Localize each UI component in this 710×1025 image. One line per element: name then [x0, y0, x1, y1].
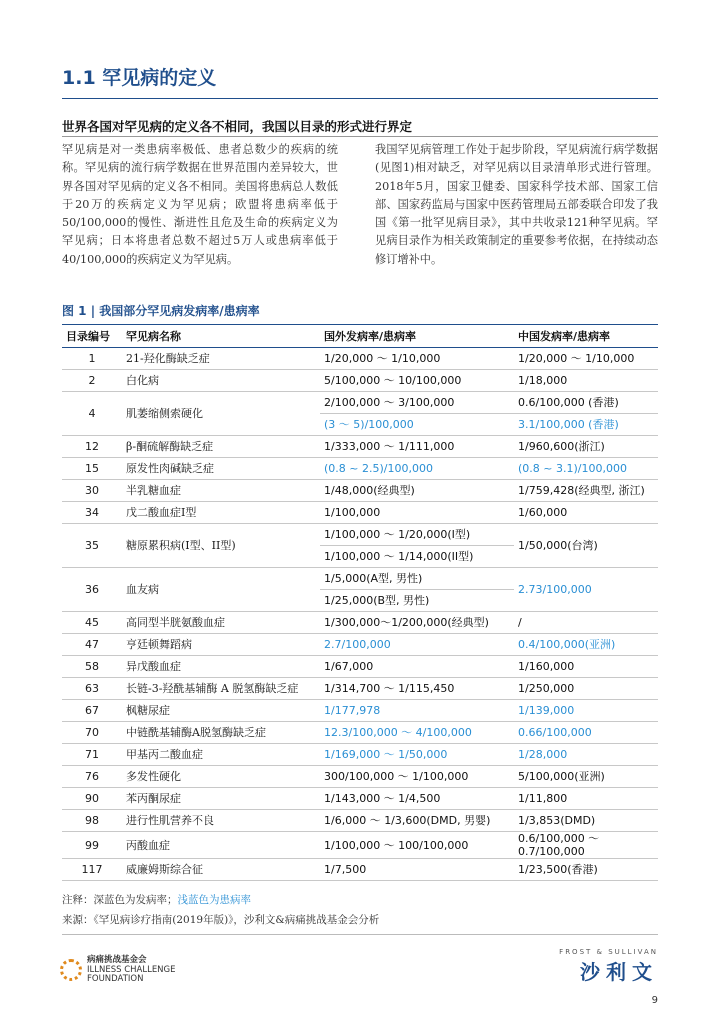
- cell-cn: 1/20,000 ～ 1/10,000: [514, 348, 658, 370]
- partner-cn: 沙利文: [580, 960, 658, 984]
- cell-cn: 1/28,000: [514, 744, 658, 766]
- cell-name: 异戊酸血症: [122, 656, 320, 678]
- page-number: 9: [651, 995, 658, 1006]
- table-row: [62, 612, 658, 634]
- cell-cn: 0.6/100,000 ～ 0.7/100,000: [514, 832, 658, 859]
- cell-name: β-酮硫解酶缺乏症: [122, 436, 320, 458]
- cell-num: 36: [62, 568, 122, 612]
- cell-name: 多发性硬化: [122, 766, 320, 788]
- cell-cn: 1/23,500(香港): [514, 859, 658, 881]
- cell-intl: 1/169,000 ～ 1/50,000: [320, 744, 514, 766]
- cell-cn: 1/11,800: [514, 788, 658, 810]
- cell-num: 76: [62, 766, 122, 788]
- cell-cn: 1/160,000: [514, 656, 658, 678]
- subheading-rule: [62, 136, 658, 137]
- source-line: 来源：《罕见病诊疗指南(2019年版)》，沙利文&病痛挑战基金会分析: [62, 914, 380, 926]
- table-row: [62, 859, 658, 881]
- table-row: [62, 436, 658, 458]
- note-line: [62, 892, 251, 907]
- cell-num: 12: [62, 436, 122, 458]
- incidence-table: [62, 324, 658, 881]
- note-light: 浅蓝色为患病率: [177, 894, 251, 906]
- cell-intl: 2/100,000 ～ 3/100,000: [320, 392, 514, 414]
- cell-num: 117: [62, 859, 122, 881]
- cell-cn: (0.8 ~ 3.1)/100,000: [514, 458, 658, 480]
- cell-name: 高同型半胱氨酸血症: [122, 612, 320, 634]
- cell-num: 34: [62, 502, 122, 524]
- cell-cn: /: [514, 612, 658, 634]
- table-row: [62, 502, 658, 524]
- cell-intl: 1/177,978: [320, 700, 514, 722]
- note-dark: 深蓝色为发病率；: [93, 894, 178, 906]
- cell-name: 21-羟化酶缺乏症: [122, 348, 320, 370]
- cell-num: 1: [62, 348, 122, 370]
- cell-intl: 1/100,000 ～ 1/14,000(II型): [320, 546, 514, 568]
- table-row: [62, 568, 658, 590]
- cell-name: 亨廷顿舞蹈病: [122, 634, 320, 656]
- cell-intl: 1/7,500: [320, 859, 514, 881]
- cell-cn: 0.4/100,000(亚洲): [514, 634, 658, 656]
- cell-intl: 1/143,000 ～ 1/4,500: [320, 788, 514, 810]
- cell-cn: 1/18,000: [514, 370, 658, 392]
- cell-cn: 0.6/100,000 (香港): [514, 392, 658, 414]
- cell-cn: 1/759,428(经典型, 浙江): [514, 480, 658, 502]
- cell-num: 47: [62, 634, 122, 656]
- table-row: [62, 766, 658, 788]
- header-num: 目录编号: [62, 325, 122, 348]
- cell-num: 45: [62, 612, 122, 634]
- cell-intl: 1/300,000～1/200,000(经典型): [320, 612, 514, 634]
- cell-name: 中链酰基辅酶A脱氢酶缺乏症: [122, 722, 320, 744]
- table-row: [62, 678, 658, 700]
- table-row: [62, 722, 658, 744]
- cell-num: 15: [62, 458, 122, 480]
- table-row: [62, 700, 658, 722]
- table-row: [62, 392, 658, 414]
- cell-num: 70: [62, 722, 122, 744]
- cell-name: 肌萎缩侧索硬化: [122, 392, 320, 436]
- cell-name: 戊二酸血症I型: [122, 502, 320, 524]
- cell-num: 98: [62, 810, 122, 832]
- cell-intl: 12.3/100,000 ～ 4/100,000: [320, 722, 514, 744]
- cell-name: 威廉姆斯综合征: [122, 859, 320, 881]
- cell-intl: 1/314,700 ～ 1/115,450: [320, 678, 514, 700]
- cell-cn: 3.1/100,000 (香港): [514, 414, 658, 436]
- cell-intl: 1/25,000(B型, 男性): [320, 590, 514, 612]
- cell-name: 白化病: [122, 370, 320, 392]
- frost-sullivan-logo: [559, 948, 658, 985]
- cell-name: 苯丙酮尿症: [122, 788, 320, 810]
- footer-rule: [62, 934, 658, 935]
- cell-cn: 5/100,000(亚洲): [514, 766, 658, 788]
- cell-cn: 2.73/100,000: [514, 568, 658, 612]
- cell-intl: 1/67,000: [320, 656, 514, 678]
- table-row: [62, 832, 658, 859]
- org-cn: 病痛挑战基金会: [87, 955, 147, 965]
- cell-intl: (3 ～ 5)/100,000: [320, 414, 514, 436]
- cell-name: 长链-3-羟酰基辅酶 A 脱氢酶缺乏症: [122, 678, 320, 700]
- cell-cn: 1/250,000: [514, 678, 658, 700]
- cell-name: 血友病: [122, 568, 320, 612]
- cell-cn: 1/960,600(浙江): [514, 436, 658, 458]
- title-rule: [62, 98, 658, 99]
- table-row: [62, 524, 658, 546]
- table-row: [62, 656, 658, 678]
- cell-num: 99: [62, 832, 122, 859]
- partner-en: FROST & SULLIVAN: [559, 948, 658, 956]
- left-paragraph: 罕见病是对一类患病率极低、患者总数少的疾病的统称。罕见病的流行病学数据在世界范围内差异较大，世界各国对罕见病的定义各不相同。美国将患病总人数低于20万的疾病定义为罕见病；欧盟将患病率低于50/100,000的慢性、渐进性且危及生命的疾病定义为罕见病；日本将患者总数不超过5万人或患病率低于40/100,000的疾病定义为罕见病。: [62, 143, 338, 266]
- header-intl: 国外发病率/患病率: [320, 325, 514, 348]
- cell-intl: (0.8 ~ 2.5)/100,000: [320, 458, 514, 480]
- cell-name: 进行性肌营养不良: [122, 810, 320, 832]
- cell-intl: 1/100,000: [320, 502, 514, 524]
- cell-intl: 1/20,000 ～ 1/10,000: [320, 348, 514, 370]
- section-title: 1.1 罕见病的定义: [62, 67, 217, 89]
- cell-name: 丙酸血症: [122, 832, 320, 859]
- note-label: 注释：: [62, 894, 94, 906]
- cell-cn: 1/3,853(DMD): [514, 810, 658, 832]
- table-body: [62, 348, 658, 881]
- cell-num: 30: [62, 480, 122, 502]
- header-name: 罕见病名称: [122, 325, 320, 348]
- right-paragraph: 我国罕见病管理工作处于起步阶段，罕见病流行病学数据(见图1)相对缺乏，对罕见病以目录清单形式进行管理。2018年5月，国家卫健委、国家科学技术部、国家工信部、国家药监局与国家中医药管理局五部委联合印发了我国《第一批罕见病目录》，其中共收录121种罕见病。罕见病目录作为相关政策制定的重要参考依据，在持续动态修订增补中。: [375, 143, 658, 266]
- org-en1: ILLNESS CHALLENGE: [87, 964, 176, 975]
- table-row: [62, 458, 658, 480]
- cell-intl: 300/100,000 ～ 1/100,000: [320, 766, 514, 788]
- table-row: [62, 788, 658, 810]
- foundation-logo-icon: [60, 959, 82, 981]
- cell-num: 4: [62, 392, 122, 436]
- cell-cn: 0.66/100,000: [514, 722, 658, 744]
- cell-intl: 2.7/100,000: [320, 634, 514, 656]
- cell-num: 35: [62, 524, 122, 568]
- cell-num: 90: [62, 788, 122, 810]
- cell-cn: 1/50,000(台湾): [514, 524, 658, 568]
- cell-num: 67: [62, 700, 122, 722]
- cell-name: 甲基丙二酸血症: [122, 744, 320, 766]
- cell-name: 枫糖尿症: [122, 700, 320, 722]
- header-cn: 中国发病率/患病率: [514, 325, 658, 348]
- cell-num: 2: [62, 370, 122, 392]
- foundation-logo: [60, 956, 176, 985]
- cell-cn: 1/139,000: [514, 700, 658, 722]
- cell-num: 58: [62, 656, 122, 678]
- table-row: [62, 744, 658, 766]
- cell-intl: 1/100,000 ～ 1/20,000(I型): [320, 524, 514, 546]
- foundation-logo-text: [87, 956, 176, 985]
- table-row: [62, 810, 658, 832]
- cell-num: 71: [62, 744, 122, 766]
- cell-intl: 5/100,000 ～ 10/100,000: [320, 370, 514, 392]
- subheading: 世界各国对罕见病的定义各不相同，我国以目录的形式进行界定: [62, 119, 413, 134]
- cell-intl: 1/5,000(A型, 男性): [320, 568, 514, 590]
- table-header-row: [62, 325, 658, 348]
- cell-cn: 1/60,000: [514, 502, 658, 524]
- table-row: [62, 370, 658, 392]
- cell-intl: 1/333,000 ～ 1/111,000: [320, 436, 514, 458]
- cell-intl: 1/6,000 ～ 1/3,600(DMD, 男婴): [320, 810, 514, 832]
- table-row: [62, 634, 658, 656]
- cell-num: 63: [62, 678, 122, 700]
- cell-name: 糖原累积病(I型、II型): [122, 524, 320, 568]
- figure-title: 图 1 | 我国部分罕见病发病率/患病率: [62, 304, 260, 318]
- cell-name: 原发性肉碱缺乏症: [122, 458, 320, 480]
- org-en2: FOUNDATION: [87, 974, 144, 984]
- table-row: [62, 480, 658, 502]
- cell-name: 半乳糖血症: [122, 480, 320, 502]
- table-row: [62, 348, 658, 370]
- cell-intl: 1/100,000 ～ 100/100,000: [320, 832, 514, 859]
- cell-intl: 1/48,000(经典型): [320, 480, 514, 502]
